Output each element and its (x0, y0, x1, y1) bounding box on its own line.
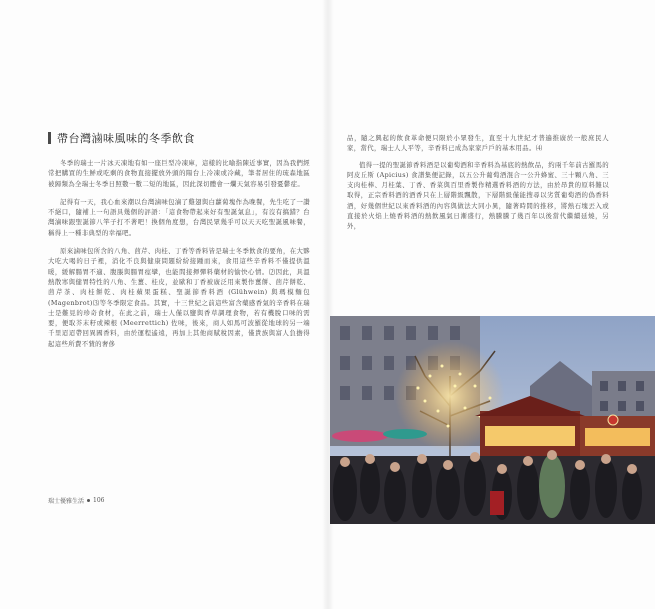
right-paragraph-2: 值得一提的聖誕節香料酒是以葡萄酒和辛香料為基底的熱飲品，約兩千年前古羅馬的阿皮丘斯 (Apicius) 食譜集便記錄，以五公升葡萄酒混合一公升蜂蜜、三十顆八角、三支肉桂棒、月桂葉、丁香、香菜與百里香製作精選香料酒的方法，由於昂貴的原料難以取得，正宗香料酒的酒香只在上層階級飄散，下層階級僅能搜尋以劣質葡萄酒的偽香料酒，好幾個世紀以來香料酒的內容與做法大同小異，隨著時間的推移，將熱石塊丟入或直接於火焰上燒香料酒的熱飲風氣日漸盛行，熱騰騰了幾百年以後當代繼續延燒，另外， (347, 160, 609, 231)
left-page (48, 130, 310, 357)
section-heading-text: 帶台灣滷味風味的冬季飲食 (57, 132, 195, 145)
section-heading (48, 130, 310, 146)
left-paragraph-3: 原來滷味包所含的八角、茴芹、肉桂、丁香等香料皆是瑞士冬季飲食的要角，在大夥大吃大喝的日子裡，消化不良與健康問題紛紛接踵而來，食用這些辛香料不僅提供溫暖，緩解腸胃不適、腹脹與腸胃痙攣，也能間接揮彈料藥材的愉快心情。⑵因此，具溫熱散寒與健胃特性的八角、生薑、桂皮，並歐和丁香被廣泛用來製作薑餅、茴芹餅乾、茴芹茶、肉桂餅乾、肉桂蘋果蛋糕、聖誕節香料酒 (Glühwein) 與瑪模麵包 (Magenbrot)⑶等冬季限定食品。其實，十三世紀之前這些富含藥感香氣的辛香料在瑞士是難見的珍奇食材，在此之前，瑞士人僅以鹽與香草調理食物，若有機脫口味的需要，便取芥末籽或辣根 (Meerrettich) 佐味，後來，商人如馬可波羅從地球的另一端千里迢迢帶回異國香料，由於運程遙遠，再加上其他商賦稅因素，僅貴族與富人負擔得起這些所費不貲的奢侈 (48, 247, 310, 348)
right-page (347, 133, 609, 238)
christmas-market-photo (330, 316, 655, 524)
footer-book-title: 瑞士優雅生活 (48, 498, 85, 505)
heading-bar-icon (48, 132, 51, 144)
page-number: 106 (93, 497, 105, 504)
footer-dot-icon (87, 499, 90, 502)
left-paragraph-1: 冬季的瑞士一片冰天凍地有如一座巨型冷凍庫，這樣的比喻指陳近事實，因為我們經常把購買的生鮮或吃剩的食物直接擺放外頭的陽台上冷凍或冷藏，筆者居住的琉森地區被歸類為全瑞士冬季日照數一數二短的地區，因此深切體會一爛天氣容易引發憂鬱症。 (48, 159, 310, 188)
page-footer (48, 496, 104, 505)
left-paragraph-2: 記得有一天，我心血來潮以台灣滷味包滷了雞翅與白蘿蔔塊作為晚餐，先生吃了一讚不絕口，隨補上一句語具幾個的評語：「這食物帶起來好有聖誕氣息」，有沒有搞錯？台灣滷味跟聖誕節八竿子打不著吧！換個角度想，台灣民眾幾乎可以天天吃聖誕風味餐，稱得上一種非典型的幸福吧。 (48, 197, 310, 237)
right-paragraph-1: 品，隨之興起的飲食革命便只限於小眾發生，直至十九世紀才普遍推廣於一般庶民人家，當代，瑞士人人平等，辛香料已成為家家戶戶的基本用品。⑷ (347, 134, 609, 153)
christmas-market-illustration (330, 316, 655, 524)
